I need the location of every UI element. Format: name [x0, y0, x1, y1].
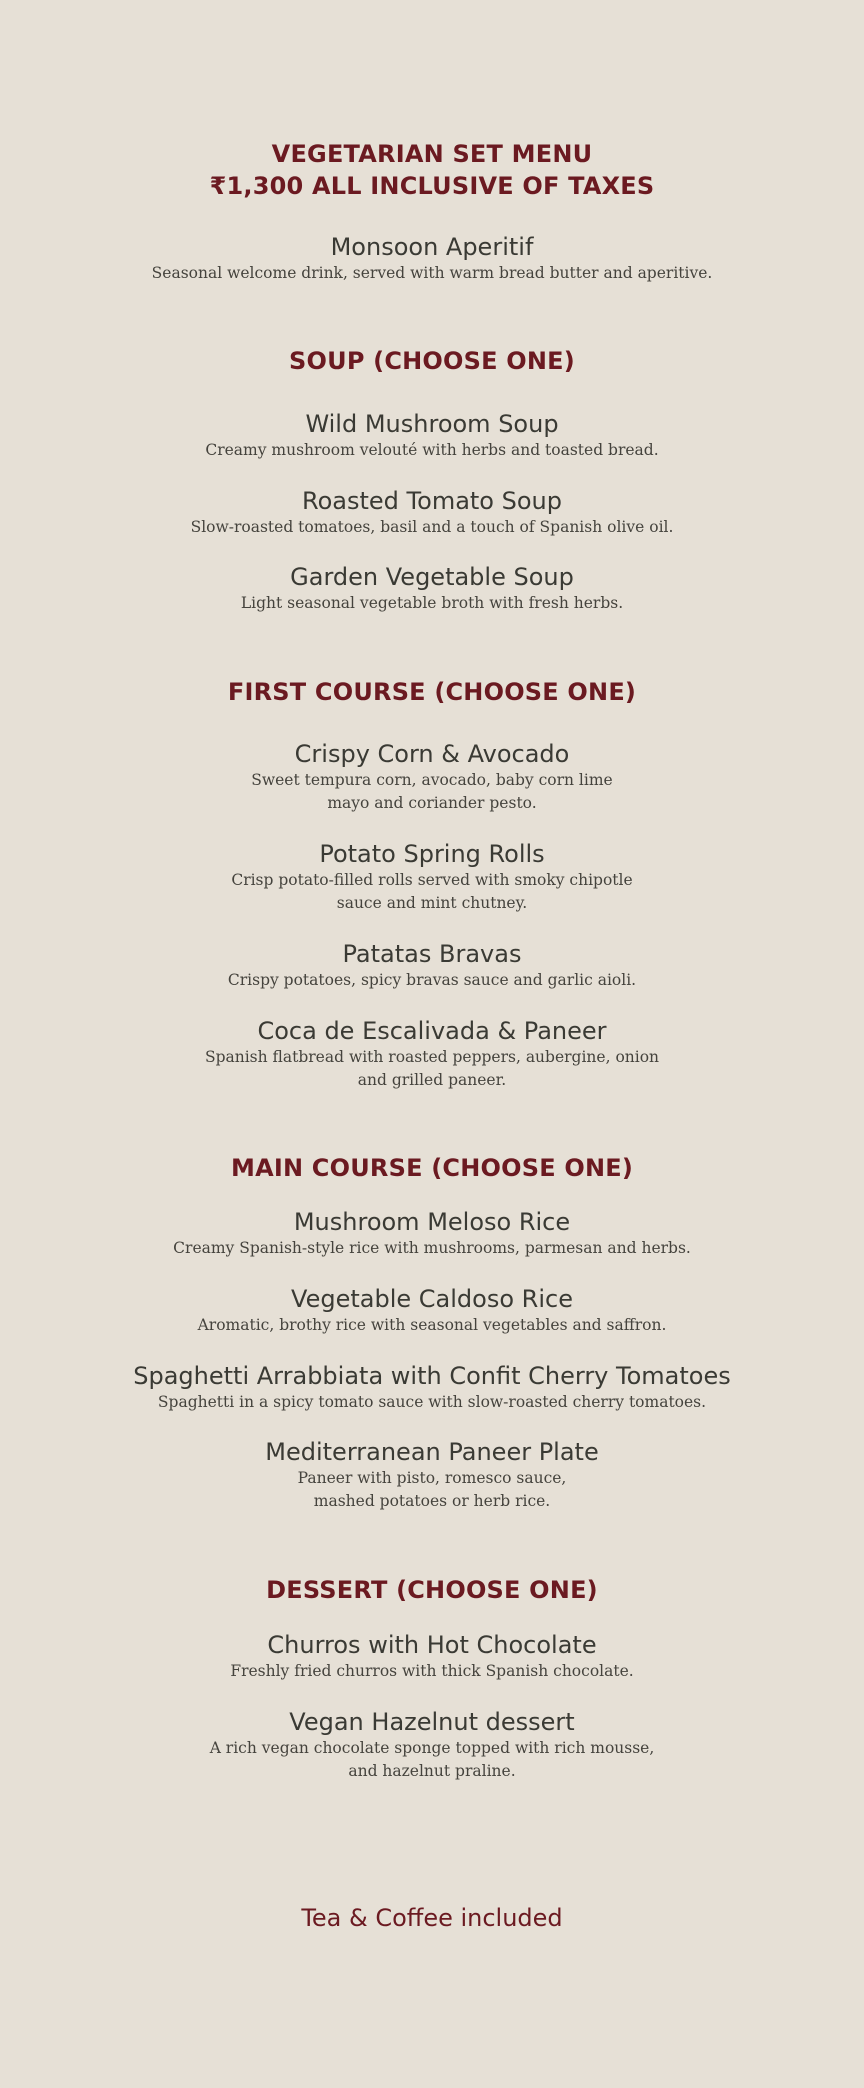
dish-name: Potato Spring Rolls: [319, 840, 545, 868]
dish-name: Garden Vegetable Soup: [290, 563, 574, 591]
dish-description: sauce and mint chutney.: [336, 894, 528, 912]
dish-description: and hazelnut praline.: [348, 1762, 516, 1780]
dish-description: Sweet tempura corn, avocado, baby corn lime: [251, 771, 613, 789]
dish-description: mashed potatoes or herb rice.: [313, 1492, 551, 1510]
dish-name: Wild Mushroom Soup: [305, 410, 559, 438]
dish-name: Vegetable Caldoso Rice: [291, 1285, 573, 1313]
dish-description: and grilled paneer.: [357, 1071, 507, 1089]
dish-description: Slow-roasted tomatoes, basil and a touch of Spanish olive oil.: [190, 518, 674, 536]
dish-description: Freshly fried churros with thick Spanish chocolate.: [230, 1662, 634, 1680]
tea-coffee-note: Tea & Coffee included: [301, 1904, 563, 1932]
dish-description: Creamy mushroom velouté with herbs and toasted bread.: [205, 441, 659, 459]
dish-name: Mushroom Meloso Rice: [293, 1208, 571, 1236]
dish-name: Monsoon Aperitif: [330, 233, 534, 261]
dish-description: Spanish flatbread with roasted peppers, aubergine, onion: [204, 1048, 660, 1066]
dish-name: Churros with Hot Chocolate: [267, 1631, 597, 1659]
dish-description: Creamy Spanish-style rice with mushrooms, parmesan and herbs.: [173, 1239, 691, 1257]
dish-description: Light seasonal vegetable broth with fresh herbs.: [240, 594, 624, 612]
dish-name: Coca de Escalivada & Paneer: [257, 1017, 607, 1045]
dish-description: Crisp potato-filled rolls served with smoky chipotle: [231, 871, 633, 889]
section-title-soup: SOUP (CHOOSE ONE): [289, 347, 575, 375]
dish-name: Patatas Bravas: [342, 940, 522, 968]
dish-description: Crispy potatoes, spicy bravas sauce and garlic aioli.: [227, 971, 637, 989]
dish-name: Vegan Hazelnut dessert: [289, 1708, 575, 1736]
dish-name: Mediterranean Paneer Plate: [265, 1438, 599, 1466]
section-title-first-course: FIRST COURSE (CHOOSE ONE): [227, 678, 637, 706]
dish-description: Aromatic, brothy rice with seasonal vegetables and saffron.: [197, 1316, 667, 1334]
section-title-main-course: MAIN COURSE (CHOOSE ONE): [230, 1154, 633, 1182]
dish-description: Paneer with pisto, romesco sauce,: [297, 1469, 567, 1487]
dish-description: mayo and coriander pesto.: [327, 794, 537, 812]
dish-name: Spaghetti Arrabbiata with Confit Cherry Tomatoes: [133, 1362, 731, 1390]
dish-name: Crispy Corn & Avocado: [294, 740, 570, 768]
menu-price: ₹1,300 ALL INCLUSIVE OF TAXES: [209, 172, 655, 200]
dish-description: Spaghetti in a spicy tomato sauce with slow-roasted cherry tomatoes.: [157, 1393, 707, 1411]
dish-description: Seasonal welcome drink, served with warm bread butter and aperitive.: [151, 264, 713, 282]
menu-title: VEGETARIAN SET MENU: [271, 140, 593, 168]
section-title-dessert: DESSERT (CHOOSE ONE): [266, 1576, 598, 1604]
dish-description: A rich vegan chocolate sponge topped with rich mousse,: [209, 1739, 655, 1757]
dish-name: Roasted Tomato Soup: [302, 487, 562, 515]
